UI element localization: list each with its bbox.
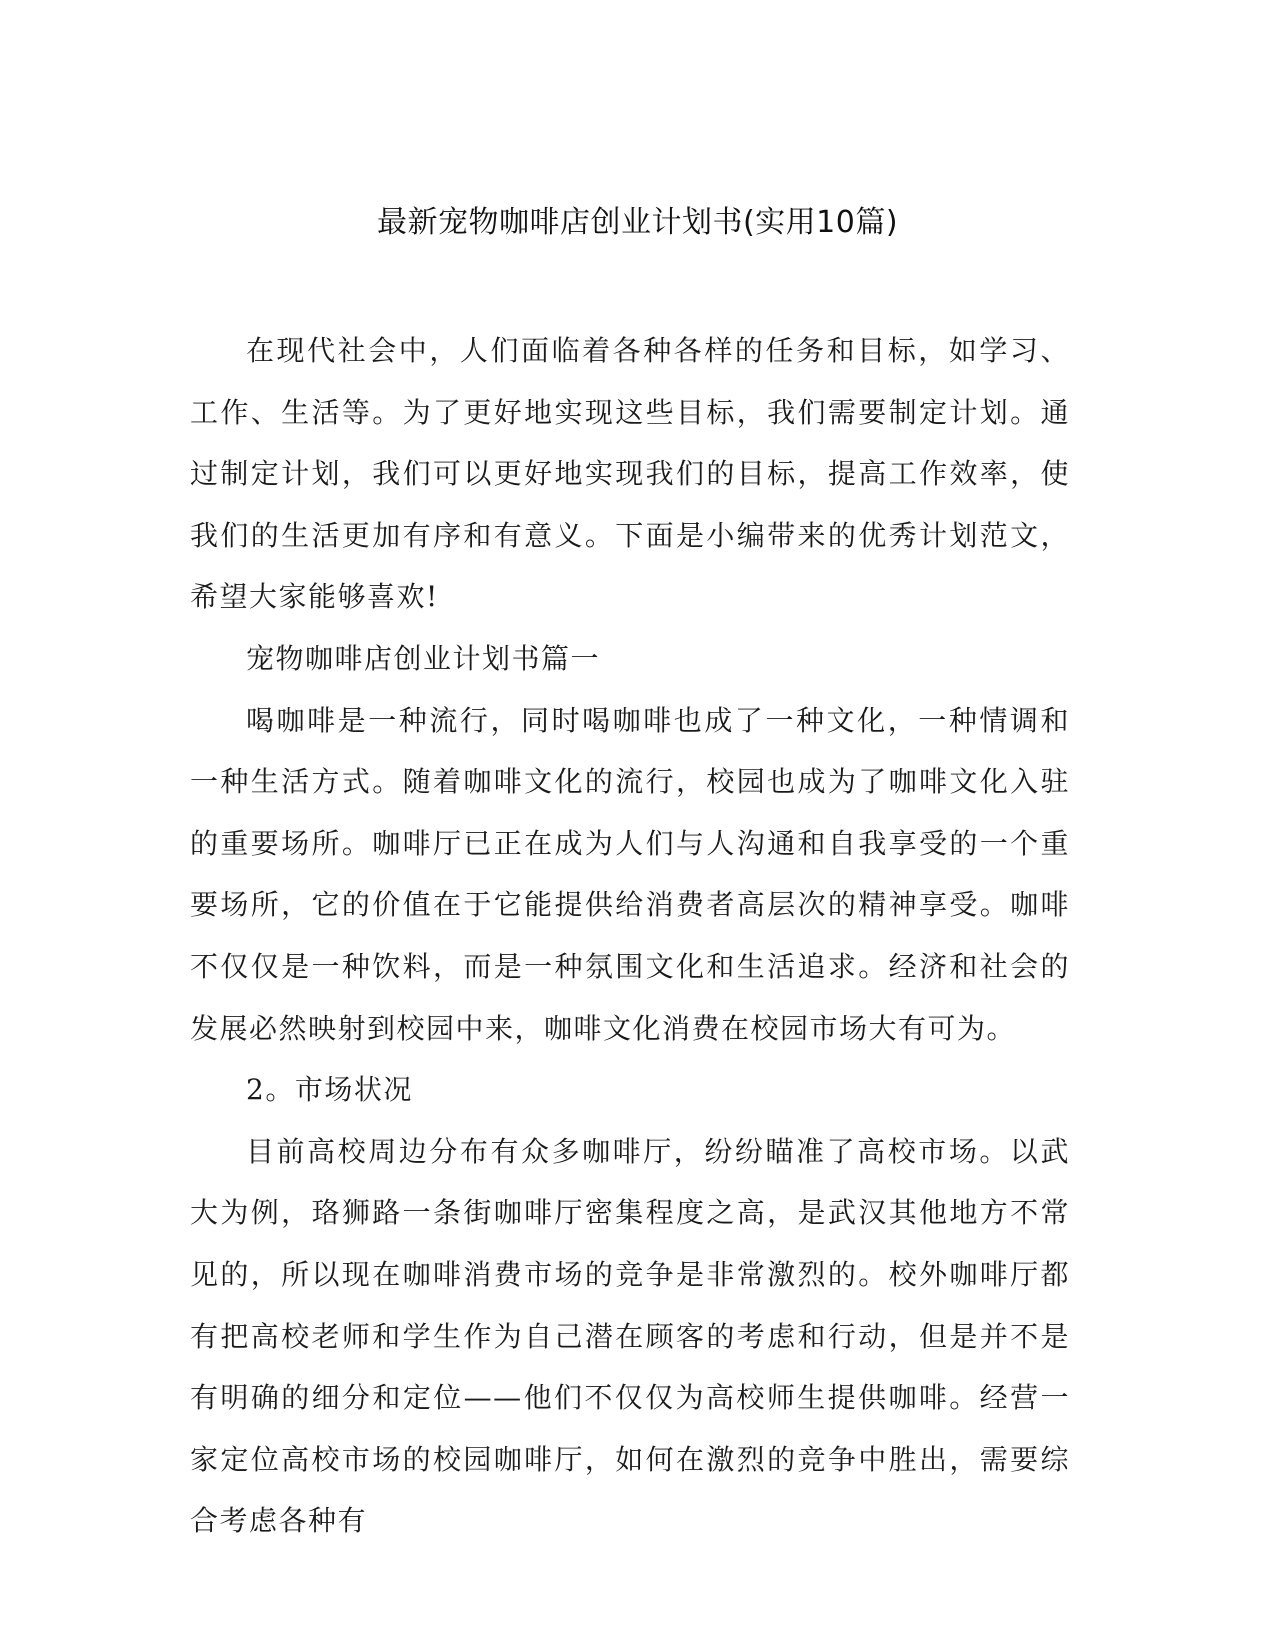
paragraph-coffee-culture: 喝咖啡是一种流行，同时喝咖啡也成了一种文化，一种情调和一种生活方式。随着咖啡文化的流行，校园也成为了咖啡文化入驻的重要场所。咖啡厅已正在成为人们与人沟通和自我享受的一个重要场所，它的价值在于它能提供给消费者高层次的精神享受。咖啡不仅仅是一种饮料，而是一种氛围文化和生活追求。经济和社会的发展必然映射到校园中来，咖啡文化消费在校园市场大有可为。: [190, 703, 1070, 1045]
document-body: [190, 320, 1070, 1552]
section-heading: 宠物咖啡店创业计划书篇一: [246, 641, 601, 675]
subsection-heading-market: 2。市场状况: [246, 1073, 413, 1107]
document-title: 最新宠物咖啡店创业计划书(实用10篇): [376, 205, 899, 240]
paragraph-intro: 在现代社会中，人们面临着各种各样的任务和目标，如学习、工作、生活等。为了更好地实现这些目标，我们需要制定计划。通过制定计划，我们可以更好地实现我们的目标，提高工作效率，使我们的生活更加有序和有意义。下面是小编带来的优秀计划范文，希望大家能够喜欢!: [190, 334, 1070, 614]
paragraph-market-status: 目前高校周边分布有众多咖啡厅，纷纷瞄准了高校市场。以武大为例，珞狮路一条街咖啡厅密集程度之高，是武汉其他地方不常见的，所以现在咖啡消费市场的竞争是非常激烈的。校外咖啡厅都有把高校老师和学生作为自己潜在顾客的考虑和行动，但是并不是有明确的细分和定位——他们不仅仅为高校师生提供咖啡。经营一家定位高校市场的校园咖啡厅，如何在激烈的竞争中胜出，需要综合考虑各种有: [190, 1134, 1070, 1538]
